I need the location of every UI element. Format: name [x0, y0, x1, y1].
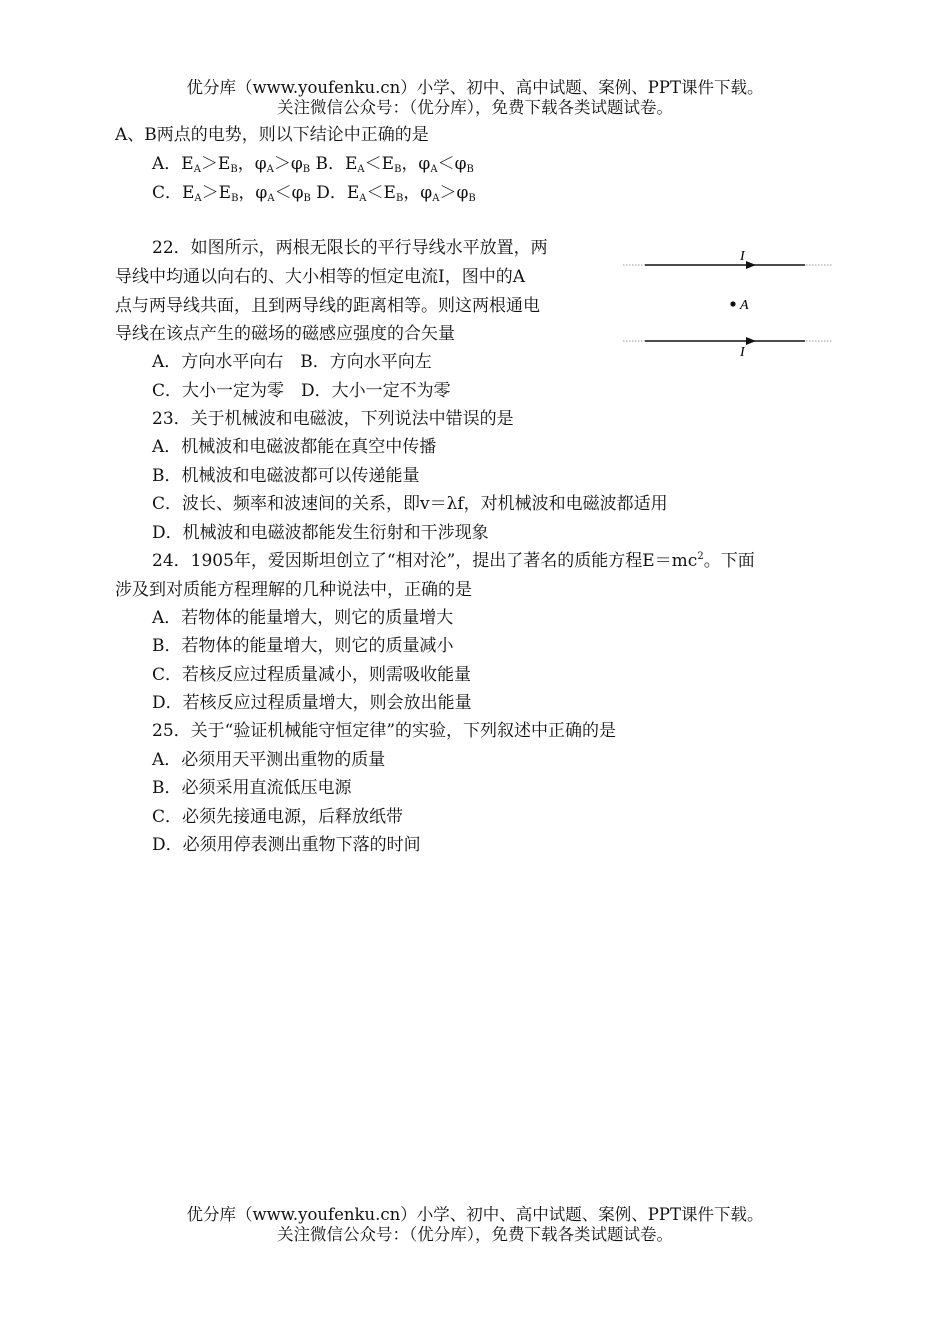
q21-options-cd: C．$E_A>E_B$，$\varphi_A<\varphi_B$ D．$E_A<E_B$，$\varphi_A>\varphi_B$	[152, 183, 476, 204]
q25-option-a: A．必须用天平测出重物的质量	[152, 750, 386, 770]
q21-stem-tail: A、B两点的电势，则以下结论中正确的是	[115, 125, 429, 145]
point-a-dot	[730, 301, 735, 306]
q24-option-a: A．若物体的能量增大，则它的质量增大	[152, 608, 454, 628]
q24-stem-line-1: 24．1905年，爱因斯坦创立了“相对沦”，提出了著名的质能方程$E=mc^2$。下面	[152, 551, 755, 571]
arrow-top-icon	[746, 261, 756, 269]
q24-option-c: C．若核反应过程质量减小，则需吸收能量	[152, 665, 472, 685]
page-header	[0, 78, 950, 118]
q22-stem-line-1: 22．如图所示，两根无限长的平行导线水平放置，两	[152, 238, 548, 258]
point-a-label: A	[740, 298, 749, 313]
q25-stem: 25．关于“验证机械能守恒定律”的实验，下列叙述中正确的是	[152, 721, 617, 741]
q22-stem-line-3: 点与两导线共面，且到两导线的距离相等。则这两根通电	[115, 296, 540, 316]
q22-options-ab: A．方向水平向右 B．方向水平向左	[152, 352, 432, 372]
q24-option-b: B．若物体的能量增大，则它的质量减小	[152, 636, 454, 656]
header-line-1: 优分库（www.youfenku.cn）小学、初中、高中试题、案例、PPT课件下载。	[186, 78, 764, 97]
page-footer	[0, 1205, 950, 1245]
q23-stem: 23．关于机械波和电磁波，下列说法中错误的是	[152, 409, 514, 429]
q22-options-cd: C．大小一定为零 D．大小一定不为零	[152, 381, 451, 401]
q21-options-ab: A．$E_A>E_B$，$\varphi_A>\varphi_B$ B．$E_A<E_B$，$\varphi_A<\varphi_B$	[152, 154, 474, 175]
q24-option-d: D．若核反应过程质量增大，则会放出能量	[152, 693, 472, 713]
q23-option-a: A．机械波和电磁波都能在真空中传播	[152, 437, 437, 457]
arrow-bottom-icon	[746, 337, 756, 345]
q22-stem-line-2: 导线中均通以向右的、大小相等的恒定电流I，图中的A	[115, 267, 525, 287]
parallel-wires-figure	[620, 244, 835, 364]
q25-option-b: B．必须采用直流低压电源	[152, 778, 352, 798]
q23-option-b: B．机械波和电磁波都可以传递能量	[152, 466, 420, 486]
header-line-2: 关注微信公众号：（优分库），免费下载各类试题试卷。	[277, 98, 673, 117]
footer-line-1: 优分库（www.youfenku.cn）小学、初中、高中试题、案例、PPT课件下载。	[186, 1205, 764, 1224]
current-label-top: I	[740, 249, 745, 264]
q23-option-d: D．机械波和电磁波都能发生衍射和干涉现象	[152, 523, 489, 543]
footer-line-2: 关注微信公众号：（优分库），免费下载各类试题试卷。	[277, 1225, 673, 1244]
q25-option-d: D．必须用停表测出重物下落的时间	[152, 835, 421, 855]
q24-stem-line-2: 涉及到对质能方程理解的几种说法中，正确的是	[115, 580, 472, 600]
q25-option-c: C．必须先接通电源，后释放纸带	[152, 807, 404, 827]
q22-stem-line-4: 导线在该点产生的磁场的磁感应强度的合矢量	[115, 324, 455, 344]
current-label-bottom: I	[740, 345, 745, 360]
q23-option-c: C．波长、频率和波速间的关系，即v＝λf，对机械波和电磁波都适用	[152, 494, 668, 514]
